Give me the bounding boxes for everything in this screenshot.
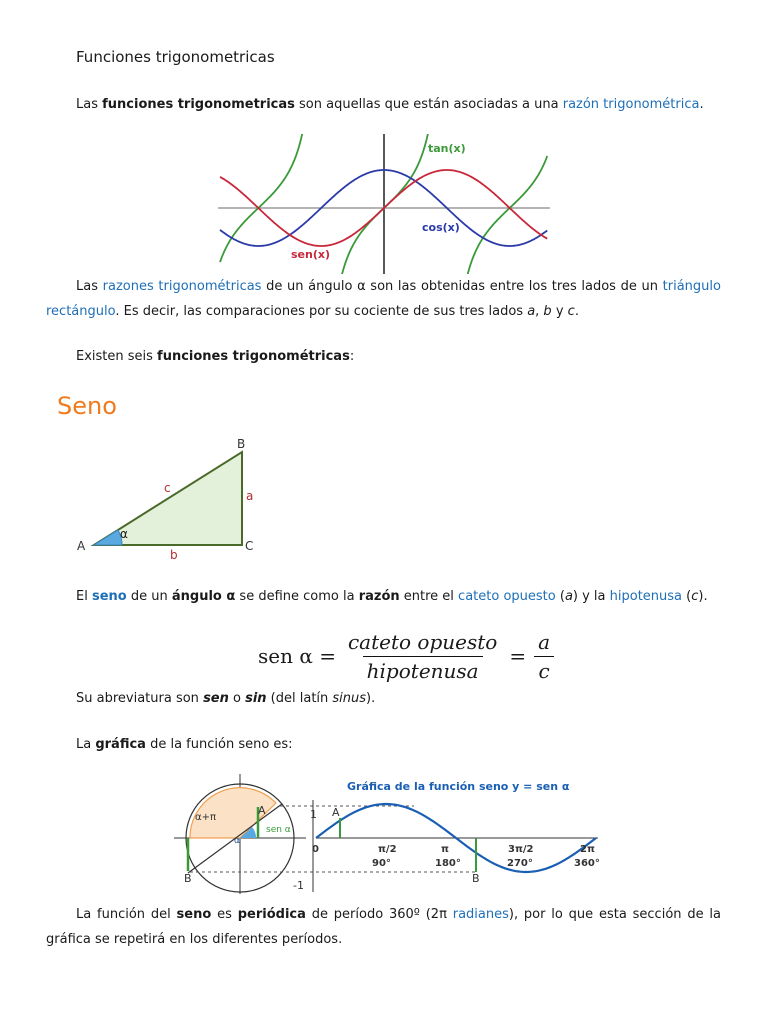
- para2-text-3: . Es decir, las comparaciones por su cociente de sus tres lados: [115, 304, 528, 319]
- abbr-sin: sin: [245, 691, 267, 706]
- para2-text-6: .: [574, 304, 579, 319]
- para2-text-2: de un ángulo α son las obtenidas entre los tres lados de un: [261, 279, 663, 294]
- periodic-text-1: La función del: [76, 907, 177, 922]
- periodic-bold-seno: seno: [176, 907, 212, 922]
- tick-360-label: 360°: [574, 858, 600, 869]
- abbr-sen: sen: [203, 691, 229, 706]
- sen-label: sen(x): [291, 248, 330, 261]
- para3-text-1: Existen seis: [76, 349, 158, 364]
- para3-text-2: :: [349, 349, 355, 364]
- side-c: c: [567, 304, 575, 319]
- formula-equals: =: [509, 644, 527, 668]
- formula-fraction-ratio: [534, 630, 554, 683]
- sine-point-b-label: B: [472, 872, 480, 885]
- tick-270-label: 270°: [507, 858, 533, 869]
- graph-intro-text-2: de la función seno es:: [145, 737, 293, 752]
- circle-point-a: A: [258, 804, 266, 817]
- alpha-label: α: [120, 527, 128, 541]
- def-text-5: (: [555, 589, 565, 604]
- formula-ratio-numerator: a: [538, 629, 551, 654]
- link-radianes[interactable]: radianes: [452, 907, 509, 922]
- definicion-seno: [76, 584, 736, 609]
- def-bold-angulo: ángulo α: [171, 589, 236, 604]
- formula-ratio-denominator: c: [534, 656, 553, 683]
- para2-text-1: Las: [76, 279, 103, 294]
- tick-90-label: 90°: [372, 858, 391, 869]
- alpha-small-label: α: [234, 836, 240, 846]
- def-italic-a: a: [564, 589, 573, 604]
- para2-text-5: y: [551, 304, 568, 319]
- vertex-c-label: C: [245, 539, 254, 553]
- periodic-text-4: ), por lo que esta sección de la gráfica se repetirá en los diferentes períodos.: [46, 907, 721, 947]
- y-label-one: 1: [310, 808, 317, 821]
- tick-pi-half-label: π/2: [378, 844, 397, 855]
- intro-text-1: Las: [76, 97, 103, 112]
- link-seno[interactable]: seno: [91, 589, 127, 604]
- sine-function-graph: [170, 772, 604, 896]
- link-razon-trigonometrica[interactable]: razón trigonométrica: [562, 97, 700, 112]
- right-triangle-diagram: [74, 436, 264, 560]
- intro-paragraph: [76, 92, 716, 117]
- side-a-label: a: [246, 489, 254, 503]
- seno-formula: [258, 628, 562, 684]
- side-b-label: b: [170, 548, 178, 560]
- link-cateto-opuesto[interactable]: cateto opuesto: [458, 589, 556, 604]
- tan-label: tan(x): [428, 142, 466, 155]
- graph-intro-text-1: La: [76, 737, 96, 752]
- page-title: Funciones trigonometricas: [76, 48, 275, 66]
- side-c-label: c: [164, 481, 171, 495]
- circle-point-b: B: [184, 872, 192, 885]
- intro-text-2: son aquellas que están asociadas a una: [294, 97, 563, 112]
- para3-bold: funciones trigonométricas: [157, 349, 350, 364]
- graph-intro-bold: gráfica: [95, 737, 146, 752]
- razones-paragraph: [46, 274, 721, 324]
- formula-fraction-main: [344, 630, 501, 683]
- def-text-7: (: [682, 589, 692, 604]
- side-a: a: [527, 304, 536, 319]
- link-triangulo-rectangulo[interactable]: triángulo rectángulo: [46, 279, 721, 319]
- periodica-paragraph: [46, 902, 721, 952]
- para2-text-4: ,: [535, 304, 544, 319]
- cos-label: cos(x): [422, 221, 460, 234]
- seis-funciones-paragraph: [76, 344, 716, 369]
- y-label-minus-one: -1: [293, 879, 304, 892]
- formula-numerator: cateto opuesto: [347, 629, 498, 654]
- seno-heading: Seno: [57, 392, 117, 420]
- angle-alpha-arc: [94, 530, 122, 545]
- abbr-sinus: sinus: [332, 691, 367, 706]
- def-text-6: ) y la: [572, 589, 610, 604]
- formula-lhs: sen α =: [258, 644, 336, 668]
- tick-pi-label: π: [441, 844, 449, 855]
- tick-3pi-half-label: 3π/2: [508, 844, 534, 855]
- def-text-8: ).: [698, 589, 708, 604]
- def-bold-razon: razón: [358, 589, 400, 604]
- side-b: b: [543, 304, 552, 319]
- alpha-pi-label: α+π: [195, 812, 216, 823]
- vertex-b-label: B: [237, 437, 246, 451]
- trig-functions-graph: [218, 134, 550, 274]
- x-label-zero: 0: [312, 844, 319, 855]
- link-razones-trigonometricas[interactable]: razones trigonométricas: [102, 279, 262, 294]
- periodic-text-3: de período 360º (2π: [305, 907, 453, 922]
- def-text-4: entre el: [399, 589, 459, 604]
- grafica-intro: [76, 732, 716, 757]
- abbr-text-2: o: [228, 691, 246, 706]
- link-hipotenusa[interactable]: hipotenusa: [609, 589, 683, 604]
- def-italic-c: c: [691, 589, 699, 604]
- vertex-a-label: A: [77, 539, 86, 553]
- abbr-text-1: Su abreviatura son: [76, 691, 204, 706]
- def-text-3: se define como la: [235, 589, 359, 604]
- sine-point-a-label: A: [332, 806, 340, 819]
- formula-denominator: hipotenusa: [363, 656, 483, 683]
- periodic-text-2: es: [211, 907, 238, 922]
- sine-graph-title: Gráfica de la función seno y = sen α: [347, 780, 570, 793]
- tick-2pi-label: 2π: [580, 844, 595, 855]
- abreviatura-paragraph: [76, 686, 716, 711]
- intro-text-3: .: [699, 97, 704, 112]
- def-text-1: El: [76, 589, 92, 604]
- periodic-bold-periodica: periódica: [237, 907, 306, 922]
- abbr-text-3: (del latín: [266, 691, 333, 706]
- def-text-2: de un: [126, 589, 172, 604]
- intro-bold-term: funciones trigonometricas: [102, 97, 295, 112]
- sen-alpha-label: sen α: [266, 825, 291, 835]
- abbr-text-4: ).: [366, 691, 376, 706]
- tick-180-label: 180°: [435, 858, 461, 869]
